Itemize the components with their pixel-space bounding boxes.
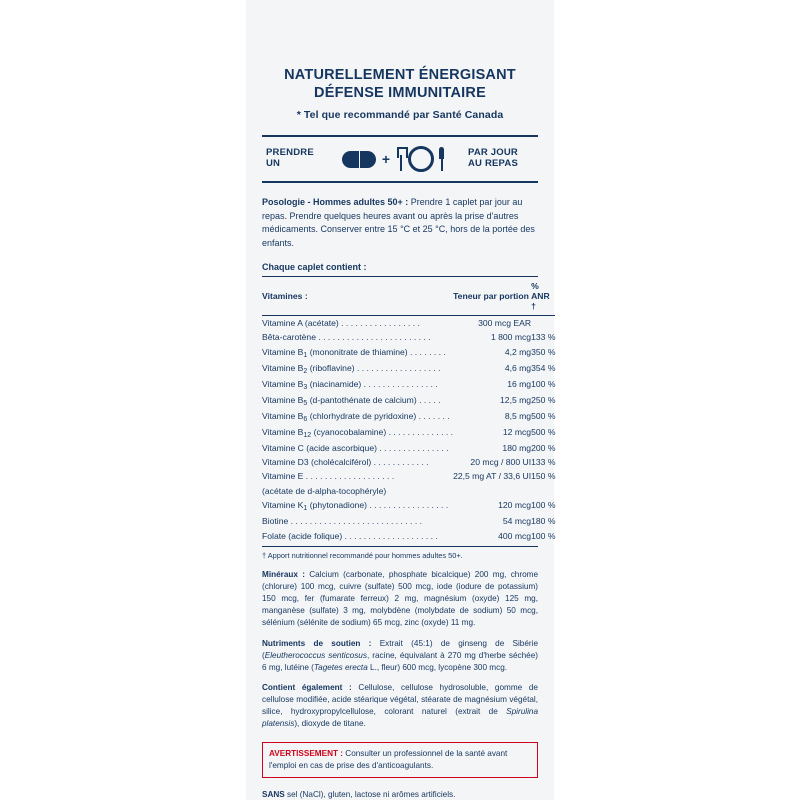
- nutrient-name: Vitamine D3 (cholécalciférol) . . . . . . . . . . . .: [262, 457, 429, 468]
- table-row: [262, 499, 555, 515]
- nutrient-amount: 1 800 mcg: [490, 332, 532, 343]
- nutrient-name: Vitamine C (acide ascorbique) . . . . . . . . . . . . . . .: [262, 442, 449, 453]
- fork-icon: [396, 147, 405, 171]
- nutrient-name: (acétate de d-alpha-tocophéryle): [262, 485, 387, 496]
- nutrient-amount: 300 mcg EAR: [478, 317, 532, 328]
- nutrient-percent: 133 %: [531, 332, 556, 343]
- nutrient-percent: 200 %: [531, 442, 556, 453]
- nutrient-name: Vitamine $B_3$ (niacinamide) . . . . . . . . . . . . . . . .: [262, 378, 438, 391]
- posologie-label: Posologie - Hommes adultes 50+ :: [262, 197, 409, 208]
- plate-icon: [408, 146, 434, 172]
- table-row: [262, 316, 555, 331]
- dosage-instruction-bar: [262, 135, 538, 183]
- support-nutrients-label: Nutriments de soutien :: [262, 638, 372, 648]
- nutrient-percent: 350 %: [531, 346, 556, 357]
- nutrient-amount: 20 mcg / 800 UI: [470, 457, 532, 468]
- nutrient-percent: 500 %: [531, 410, 556, 421]
- minerals-label: Minéraux :: [262, 570, 305, 580]
- nutrient-name: Bêta-carotène . . . . . . . . . . . . . . . . . . . . . . . .: [262, 332, 431, 343]
- nutrient-amount: 400 mcg: [498, 530, 532, 541]
- warning-text: Consulter un professionnel de la santé avant l'emploi en cas de prise des d'anticoagulants.: [269, 749, 508, 770]
- table-row: [262, 331, 555, 345]
- column-header-amount: Teneur par portion: [453, 277, 531, 316]
- nutrient-percent: 100 %: [531, 500, 556, 511]
- table-row: [262, 470, 555, 484]
- dosage-right-line-1: PAR JOUR: [468, 147, 518, 159]
- table-row: [262, 409, 555, 425]
- dosage-right-text: [468, 148, 534, 170]
- posologie-paragraph: [262, 196, 538, 250]
- nutrient-amount: 12 mcg: [502, 426, 532, 437]
- headline-line-2: DÉFENSE IMMUNITAIRE: [314, 85, 486, 102]
- dosage-left-text: [266, 148, 320, 170]
- nutrition-table: [262, 277, 555, 543]
- nutrient-percent: 100 %: [531, 530, 556, 541]
- caplet-icon: [342, 151, 376, 168]
- support-nutrients-italic-1: Eleutherococcus senticosus: [264, 650, 367, 660]
- nutrient-percent: 180 %: [531, 516, 556, 527]
- nutrient-name: Vitamine E . . . . . . . . . . . . . . . . . . .: [262, 471, 395, 482]
- posologie-text: Prendre 1 caplet par jour au repas. Prendre quelques heures avant ou après la prise d'autres médicaments. Conserver entre 15 °C et 25 °C, hors de la portée des enfants.: [262, 197, 535, 248]
- support-nutrients-text-2: , racine, équivalant à 270 mg d'herbe séchée) 6 mg, lutéine (: [262, 650, 538, 672]
- nutrient-percent: 250 %: [531, 394, 556, 405]
- nutrient-amount: 180 mg: [502, 442, 532, 453]
- nutrient-amount: 8,5 mg: [504, 410, 532, 421]
- nutrient-percent: 150 %: [531, 471, 556, 482]
- label-content: [246, 0, 554, 799]
- column-header-vitamins: Vitamines :: [262, 277, 453, 316]
- headline-line-1: NATURELLEMENT ÉNERGISANT: [284, 67, 516, 83]
- nutrient-amount: 54 mcg: [502, 516, 532, 527]
- dosage-icons: [320, 146, 468, 172]
- nutrient-name: Vitamine A (acétate) . . . . . . . . . . . . . . . . .: [262, 317, 420, 328]
- free-from-text: sel (NaCl), gluten, lactose ni arômes artificiels.: [284, 789, 456, 799]
- support-nutrients-italic-2: Tagetes erecta: [313, 662, 368, 672]
- support-nutrients-text-1: Extrait (45:1) de ginseng de Sibérie (: [262, 638, 539, 660]
- table-row: [262, 425, 555, 441]
- dosage-left-line-2: UN: [266, 158, 281, 170]
- also-contains-paragraph: [262, 682, 538, 730]
- table-row: [262, 393, 555, 409]
- nutrient-amount: 4,2 mg: [504, 346, 532, 357]
- headline-note: * Tel que recommandé par Santé Canada: [296, 109, 504, 122]
- plus-icon: +: [381, 151, 391, 168]
- also-contains-text-2: ), dioxyde de titane.: [294, 719, 366, 729]
- nutrient-name: Folate (acide folique) . . . . . . . . . . . . . . . . . . . .: [262, 530, 438, 541]
- nutrient-amount: 12,5 mg: [500, 394, 532, 405]
- nutrient-percent: 354 %: [531, 362, 556, 373]
- knife-icon: [437, 147, 446, 171]
- nutrient-name: Vitamine $B_6$ (chlorhydrate de pyridoxine) . . . . . . .: [262, 410, 450, 423]
- nutrient-amount: 22,5 mg AT / 33,6 UI: [453, 471, 532, 482]
- support-nutrients-text-3: L., fleur) 600 mcg, lycopène 300 mcg.: [367, 662, 508, 672]
- nutrient-name: Biotine . . . . . . . . . . . . . . . . . . . . . . . . . . . .: [262, 516, 422, 527]
- dosage-right-line-2: AU REPAS: [468, 158, 518, 170]
- also-contains-text-1: Cellulose, cellulose hydrosoluble, gomme de cellulose modifiée, acide stéarique végétal, stéarate de magnésium végétal, silice, hydroxypropylcellulose, colorant naturel (extrait de: [262, 683, 538, 717]
- free-from-label: SANS: [262, 789, 285, 799]
- column-header-percent: % ANR †: [531, 277, 555, 316]
- nutrient-amount: 120 mcg: [498, 500, 532, 511]
- table-footnote: † Apport nutritionnel recommandé pour hommes adultes 50+.: [262, 546, 538, 560]
- table-row: [262, 345, 555, 361]
- free-from-paragraph: [262, 790, 538, 799]
- nutrient-name: Vitamine $B_5$ (d-pantothénate de calcium) . . . . .: [262, 394, 441, 407]
- nutrient-percent: [531, 484, 555, 498]
- nutrient-percent: [531, 316, 555, 331]
- meal-icon: [396, 146, 446, 172]
- nutrient-name: Vitamine $K_1$ (phytonadione) . . . . . . . . . . . . . . . . .: [262, 500, 449, 512]
- nutrient-amount: 4,6 mg: [504, 362, 532, 373]
- warning-label: AVERTISSEMENT :: [269, 749, 343, 759]
- page-title: [246, 66, 554, 102]
- table-row: [262, 377, 555, 393]
- table-row: [262, 361, 555, 377]
- table-header-row: [262, 277, 555, 316]
- nutrient-percent: 100 %: [531, 378, 556, 389]
- table-row: [262, 456, 555, 470]
- support-nutrients-paragraph: [262, 638, 538, 674]
- minerals-paragraph: [262, 569, 538, 628]
- table-row: [262, 484, 555, 498]
- nutrient-percent: 133 %: [531, 457, 556, 468]
- nutrient-amount: 16 mg: [507, 378, 532, 389]
- table-row: [262, 529, 555, 543]
- nutrient-percent: 500 %: [531, 426, 556, 437]
- minerals-text: Calcium (carbonate, phosphate bicalcique) 200 mg, chrome (chlorure) 100 mcg, cuivre (sulfate) 500 mcg, iode (iodure de potassium) 150 mcg, fer (fumarate ferreux) 2 mg, magnésium (oxyde) 125 mg, manganèse (sulfate) 3 mg, molybdène (molybdate de sodium) 50 mcg, sélénium (sélénite de sodium) 65 mcg, zinc (oxyde) 11 mg.: [262, 570, 538, 627]
- dosage-left-line-1: PRENDRE: [266, 147, 314, 159]
- table-row: [262, 441, 555, 455]
- table-row: [262, 515, 555, 529]
- nutrient-amount: [453, 484, 531, 498]
- nutrient-name: Vitamine $B_1$ (mononitrate de thiamine) . . . . . . . .: [262, 346, 446, 359]
- nutrient-name: Vitamine $B_2$ (riboflavine) . . . . . . . . . . . . . . . . . .: [262, 362, 441, 375]
- each-caplet-heading: Chaque caplet contient :: [262, 262, 538, 277]
- also-contains-italic-1: Spirulina platensis: [262, 707, 538, 729]
- warning-box: [262, 742, 538, 778]
- nutrient-name: Vitamine $B_{12}$ (cyanocobalamine) . . . . . . . . . . . . . .: [262, 426, 454, 439]
- also-contains-label: Contient également :: [262, 683, 352, 693]
